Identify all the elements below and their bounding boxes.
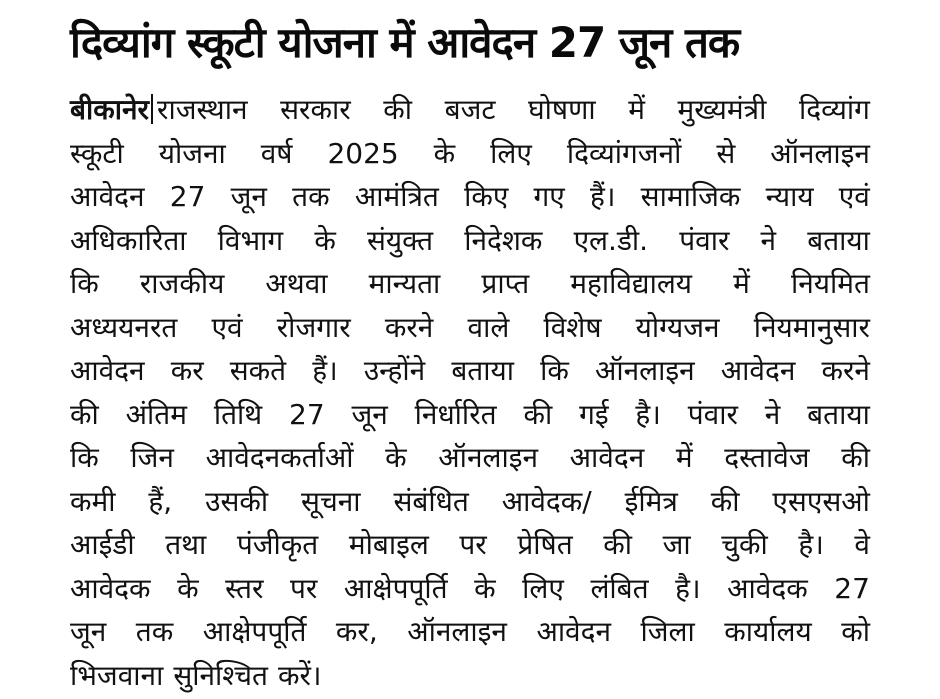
word: आवेदनकर्ताओं [205,441,354,474]
word: 27 [289,397,325,431]
word: वे [854,528,870,561]
word: मुख्यमंत्री [677,93,767,126]
word: पंवार [679,223,730,257]
word: बताया [807,397,870,431]
word: वर्ष [260,136,293,170]
word: आवेदन [536,615,612,648]
word: आवेदन [70,180,145,213]
word: करने [821,354,870,387]
word: जून [351,397,388,431]
word: कर [170,354,204,387]
word: में [628,93,645,126]
word: ने [760,223,777,257]
word: लिए [522,571,564,605]
word: योजना [158,136,226,170]
word: बजट [444,93,496,126]
word: चुकी [721,528,768,561]
word: सरकार [280,93,351,126]
word: की [70,397,99,431]
news-article [70,14,870,697]
word: दस्तावेज [724,441,810,474]
word: की [710,484,740,518]
article-line [70,480,870,524]
word: आवेदन [569,441,645,474]
word: गई [579,397,609,431]
word: अधिकारिता [70,223,187,257]
word: तिथि [213,397,263,431]
word: हैं। [312,354,338,387]
word: कमी [70,484,116,518]
word: है। [635,397,661,431]
word: आक्षेपपूर्ति [202,615,307,648]
word: के [474,571,496,605]
word: स्तर [225,571,264,605]
word: उसकी [205,484,269,518]
word: भिजवाना [70,658,164,692]
word: हैं, [148,484,173,518]
article-line [70,567,870,611]
word: ईमित्र [624,484,678,518]
word: दिव्यांगजनों [566,136,682,170]
article-body [70,88,870,697]
word: प्राप्त [481,267,530,300]
word: आवेदन [70,354,145,387]
dateline: बीकानेर [70,93,149,126]
word: जून [230,180,267,213]
word: तथा [165,528,207,561]
word: आवेदक [727,571,808,605]
word: संयुक्त [366,223,434,257]
word: के [177,571,199,605]
word: से [716,136,736,170]
article-line [70,88,870,132]
word: करें। [277,658,322,692]
word: मान्यता [368,267,441,300]
article-line [70,132,870,176]
word: के [385,441,407,474]
word: आवेदक [70,571,151,605]
word: रोजगार [276,310,351,344]
word: विभाग [217,223,284,257]
word: लंबित [590,571,649,605]
word: वाले [467,310,510,344]
word: अध्ययनरत [70,310,178,344]
word: बताया [807,223,870,257]
word: प्रेषित [517,528,573,561]
word: 2025 [327,136,399,170]
word: राजस्थान [157,93,248,126]
article-line [70,436,870,480]
word: आक्षेपपूर्ति [343,571,448,605]
article-line [70,523,870,567]
word: की [523,397,553,431]
word: गए [533,180,565,213]
word: में [733,267,750,300]
word: की [841,441,870,474]
word: मोबाइल [348,528,429,561]
word: पर [459,528,487,561]
word: हैं। [589,180,616,213]
word: आमंत्रित [354,180,439,213]
article-line [70,654,870,698]
word: कि [70,267,99,300]
word: जून [70,615,107,648]
word: पंजीकृत [236,528,319,561]
word: करने [384,310,434,344]
word: पर [289,571,318,605]
word: एल.डी. [573,223,649,257]
word: को [841,615,870,648]
word: अंतिम [125,397,187,431]
word: एसएसओ [772,484,870,518]
word: पंवार [687,397,738,431]
dateline-group [70,88,248,132]
word: कार्यालय [724,615,812,648]
article-line [70,393,870,437]
word: जा [662,528,691,561]
article-line [70,262,870,306]
word: एवं [211,310,243,344]
article-line [70,610,870,654]
word: किए [464,180,509,213]
word: बताया [451,354,515,387]
word: दिव्यांग [798,93,870,126]
word: है। [675,571,701,605]
word: के [314,223,336,257]
word: कि [70,441,99,474]
word: स्कूटी [70,136,124,170]
word: ने [764,397,781,431]
word: निदेशक [464,223,543,257]
word: ऑनलाइन [770,136,870,170]
article-line [70,175,870,219]
word: की [603,528,633,561]
word: आईडी [70,528,135,561]
word: विशेष [543,310,602,344]
word: नियमित [790,267,870,300]
word: एवं [838,180,870,213]
dateline-separator [151,94,153,124]
word: ऑनलाइन [594,354,695,387]
word: जिन [130,441,174,474]
word: सामाजिक [640,180,741,213]
word: 27 [834,571,870,605]
word: तक [135,615,174,648]
word: उन्होंने [363,354,426,387]
word: तक [292,180,330,213]
word: ऑनलाइन [407,615,507,648]
word: योग्यजन [635,310,720,344]
word: कि [540,354,569,387]
word: लिए [490,136,532,170]
word: ऑनलाइन [438,441,539,474]
word: 27 [169,180,206,213]
word: घोषणा [528,93,596,126]
word: में [675,441,693,474]
word: सुनिश्चित [173,658,268,692]
article-line [70,349,870,393]
word: निर्धारित [414,397,497,431]
word: संबंधित [393,484,469,518]
word: सकते [229,354,287,387]
word: राजकीय [139,267,225,300]
article-line [70,306,870,350]
word: कर, [335,615,378,648]
word: जिला [640,615,695,648]
word: आवेदक/ [501,484,592,518]
word: की [383,93,413,126]
word: है। [798,528,824,561]
headline: दिव्यांग स्कूटी योजना में आवेदन 27 जून तक [70,18,740,67]
article-line [70,219,870,263]
word: नियमानुसार [753,310,870,344]
word: न्याय [765,180,814,213]
word: के [433,136,456,170]
word: सूचना [301,484,361,518]
word: अथवा [265,267,328,300]
word: महाविद्यालय [570,267,693,300]
word: आवेदन [720,354,796,387]
